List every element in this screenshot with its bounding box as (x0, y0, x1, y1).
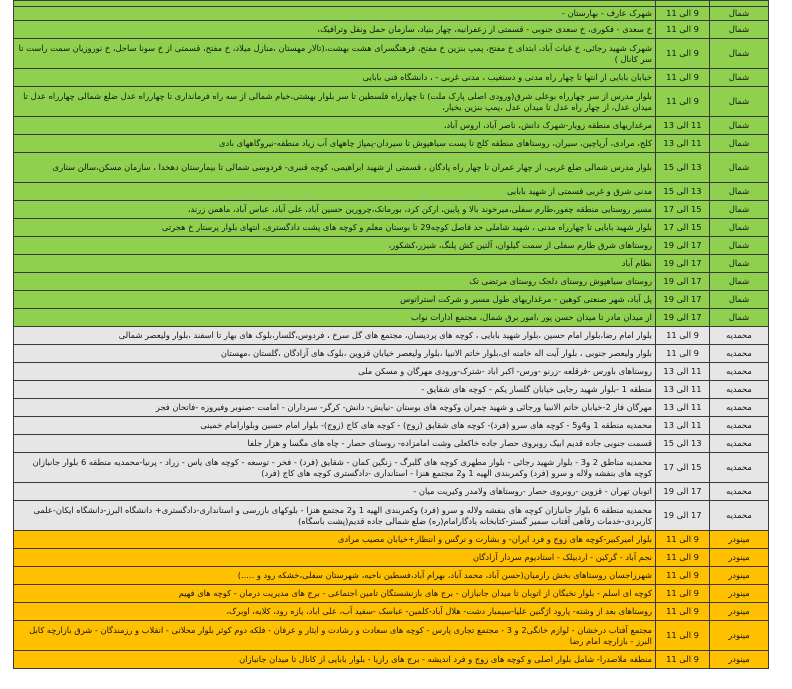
time-cell: 11 الی 13 (656, 381, 710, 399)
area-cell: مرغداریهای منطقه زویار-شهرک دانش، ناصر آباد، اروس آباد، (14, 117, 656, 135)
table-row (14, 453, 769, 483)
time-cell: 11 الی 13 (656, 399, 710, 417)
table-row (14, 483, 769, 501)
table-row (14, 153, 769, 183)
region-cell: محمدیه (710, 345, 769, 363)
time-cell: 9 الی 11 (656, 531, 710, 549)
time-cell: 15 الی 17 (656, 201, 710, 219)
area-cell: کوچه ای اسلم - بلوار نخبگان از اتوبان تا میدان جانبازان - برج های بازنشستگان تامین اجتماعی - برج های مدیریت درمان - کوچه های فهیم (14, 585, 656, 603)
time-cell: 9 الی 11 (656, 603, 710, 621)
time-cell: 17 الی 19 (656, 483, 710, 501)
region-cell: محمدیه (710, 381, 769, 399)
region-cell: شمال (710, 255, 769, 273)
time-cell: 11 الی 13 (656, 117, 710, 135)
area-cell: خ سعدی - فکوری، خ سعدی جنوبی - قسمتی از زعفرانیه، چهار بنیاد، سازمان حمل ونقل وترافیک، (14, 21, 656, 39)
area-cell: شهرزاجسان روستاهای بخش رازمیان(حسن آباد، محمد آباد، بهرام آباد،فسطین ناحیه، شهرستان سفلی،خشکه رود و .....) (14, 567, 656, 585)
table-row (14, 7, 769, 21)
region-cell: محمدیه (710, 399, 769, 417)
area-cell: مسیر روستایی منطقه چفور،طارم سفلی،میرخوند بالا و پایین، ارکن کرد، بورمانک،چرورین حسین آباد، علی آباد، عباس آباد، ماهمن زرند، (14, 201, 656, 219)
area-cell: نظام آباد (14, 255, 656, 273)
area-cell: بلوار امیرکبیر-کوچه های زوج و فرد ایران- و بشارت و نرگس و انتظار+خیابان مصیب مرادی (14, 531, 656, 549)
area-cell: خیابان بابایی از انتها تا چهار راه مدنی و دستغیب ، مدنی غربی - ، دانشگاه فنی بابایی (14, 69, 656, 87)
table-row (14, 501, 769, 531)
time-cell: 17 الی 19 (656, 273, 710, 291)
time-cell: 9 الی 11 (656, 87, 710, 117)
time-cell: 9 الی 11 (656, 585, 710, 603)
table-row (14, 381, 769, 399)
area-cell: بلوار مدرس شمالی ضلع غربی، از چهار عمران تا چهار راه پادگان ، قسمتی از شهید ابراهیمی، کوچه قنبری- فردوسی شمالی تا بیمارستان دهخدا ، سازمان مسکن،سالن ستاری (14, 153, 656, 183)
region-cell: مینودر (710, 531, 769, 549)
area-cell: مهرگان فاز 2-خیابان خاتم الانبیا ورجائی و شهید چمران وکوچه های بوستان -نیایش- دانش- کرگر- سرداران - امامت -صنوبر وفیروزه -فاتحان فجر (14, 399, 656, 417)
table-row (14, 621, 769, 651)
area-cell: بلوار امام رضا،بلوار امام حسین ،بلوار شهید بابایی ، کوچه های پردیسان، مجتمع های گل سرخ ، فردوس،گلسار،بلوک های بهار تا اسفند ،بلوار ولیعصر شمالی (14, 327, 656, 345)
table-row (14, 417, 769, 435)
region-cell: شمال (710, 273, 769, 291)
area-cell: مجتمع آفتاب درخشان - لوازم خانگی2 و 3 - مجتمع تجاری پارس - کوچه های سعادت و رشادت و ایثار و عرفان - فلکه دوم کوثر بلوار محلاتی - انقلاب و رزمندگان - شرق بازارچه کابل البرز - بازارچه امام رضا (14, 621, 656, 651)
region-cell: شمال (710, 21, 769, 39)
table-row (14, 363, 769, 381)
area-cell: محمدیه مناطق 2 و3 - بلوار شهید رجائی - بلوار مطهری کوچه های گلبرگ - زنگین کمان - شقایق (فرد) - فخر - توسعه - کوچه های یاس - زراد - پرنیا-محمدیه منطقه 6 بلوار جانبازان کوچه های بنفشه ولاله و سرو (فرد) وکمربندی الهیه 1 و2 مجتمع هنزا - استانداری -دادگستری کوچه های کاج (فرد) (14, 453, 656, 483)
region-cell: محمدیه (710, 327, 769, 345)
time-cell: 11 الی 13 (656, 417, 710, 435)
area-cell: اتوبان تهران - قزوین -روبروی حصار -روستاهای ولامدر وکیریت میان - (14, 483, 656, 501)
region-cell: محمدیه (710, 501, 769, 531)
table-row (14, 399, 769, 417)
table-row (14, 39, 769, 69)
region-cell: شمال (710, 135, 769, 153)
region-cell: مینودر (710, 621, 769, 651)
time-cell: 9 الی 11 (656, 345, 710, 363)
area-cell: نجم آباد - گرکین - اردبیلک - استادیوم سردار آزادگان (14, 549, 656, 567)
area-cell: بلوار ولیعصر جنوبی ، بلوار آیت اله خامنه ای،بلوار خاتم الانبیا ،بلوار ولیعصر خیابان قزوین ،بلوک های آزادگان ،گلستان ،مهستان (14, 345, 656, 363)
table-row (14, 651, 769, 669)
table-row (14, 549, 769, 567)
table-row (14, 585, 769, 603)
region-cell: شمال (710, 39, 769, 69)
region-cell: شمال (710, 153, 769, 183)
time-cell: 9 الی 11 (656, 567, 710, 585)
region-cell: شمال (710, 69, 769, 87)
time-cell: 9 الی 11 (656, 69, 710, 87)
time-cell: 17 الی 19 (656, 309, 710, 327)
area-cell: منطقه ملاصدرا- شامل بلوار اصلی و کوچه های زوج و فرد اندیشه - برج های رازیا - بلوار بابایی از کانال تا میدان جانبازان (14, 651, 656, 669)
area-cell: کلج، مرادی، آرپاچین، سیران، روستاهای منطقه کلج تا پست سیاهپوش تا سیردان-پمپاژ چاههای آب زیاد منطقه-نیروگاههای بادی (14, 135, 656, 153)
area-cell: مدنی شرق و غربی قسمتی از شهید بابایی (14, 183, 656, 201)
table-row (14, 87, 769, 117)
area-cell: محمدیه منطقه 1 و4و5 - کوچه های سرو (فرد)- کوچه های شقایق (زوج) - کوچه های کاج (زوج)- بلوار امام حسین وبلوارامام خمینی (14, 417, 656, 435)
time-cell: 15 الی 17 (656, 453, 710, 483)
table-row (14, 309, 769, 327)
time-cell: 13 الی 15 (656, 153, 710, 183)
time-cell: 9 الی 11 (656, 549, 710, 567)
region-cell: محمدیه (710, 483, 769, 501)
area-cell: بلوار شهید بابایی تا چهارراه مدنی ، شهید شاملی حد فاصل کوچه29 تا بوستان معلم و کوچه های پشت دادگستری، انتهای بلوار پرستار خ هجرتی (14, 219, 656, 237)
area-cell: روستاهای باورس -فرقلعه -زرنو -ورس- اکبر اباد -شترک-ورودی مهرگان و مسکن ملی (14, 363, 656, 381)
table-row (14, 183, 769, 201)
time-cell: 9 الی 11 (656, 39, 710, 69)
time-cell: 17 الی 19 (656, 291, 710, 309)
area-cell: پل آباد، شهر صنعتی کوهین - مرغداریهای طول مسیر و شرکت استراتوس (14, 291, 656, 309)
region-cell: شمال (710, 219, 769, 237)
table-row (14, 201, 769, 219)
region-cell: مینودر (710, 549, 769, 567)
table-row (14, 435, 769, 453)
region-cell: مینودر (710, 567, 769, 585)
time-cell: 17 الی 19 (656, 501, 710, 531)
region-cell: محمدیه (710, 435, 769, 453)
region-cell: محمدیه (710, 417, 769, 435)
region-cell: مینودر (710, 585, 769, 603)
table-row (14, 567, 769, 585)
table-row (14, 273, 769, 291)
region-cell: شمال (710, 237, 769, 255)
time-cell: 9 الی 11 (656, 21, 710, 39)
region-cell: محمدیه (710, 453, 769, 483)
region-cell: شمال (710, 117, 769, 135)
time-cell: 11 الی 13 (656, 135, 710, 153)
area-cell: محمدیه منطقه 6 بلوار جانبازان کوچه های بنفشه ولاله و سرو (فرد) وکمربندی الهیه 1 و2 مجتمع هنزا - بلوکهای بازرسی و استانداری-دادگستری+ دانشگاه البرز-دانشگاه ایکان-علمی کاربردی-خدمات رفاهی آفتاب سمیر گستر-کتابخانه یادگارامام(ره) ضلع شمالی جاده قدیم(پشت باسگاه) (14, 501, 656, 531)
time-cell: 17 الی 19 (656, 255, 710, 273)
area-cell: روستای سیاهپوش روستای دلجک روستای مرتضی تک (14, 273, 656, 291)
area-cell: روستاهای بعد از وشته- پارود اژگنین علیا-سیمبار دشت- هلال آباد-کلمین- عباسک -سفید آب، علی اباد، یازه رود، کلایه، اوبرک، (14, 603, 656, 621)
time-cell: 11 الی 13 (656, 363, 710, 381)
area-cell: شهرک عارف - بهارستان - (14, 7, 656, 21)
table-row (14, 21, 769, 39)
time-cell: 13 الی 15 (656, 435, 710, 453)
table-row (14, 219, 769, 237)
area-cell: قسمت جنوبی جاده قدیم ابیک روبروی حصار جاده خاکعلی وشت امامزاده- روستای حصار - چاه های مگسا و هزار جلفا (14, 435, 656, 453)
region-cell: شمال (710, 201, 769, 219)
table-row (14, 603, 769, 621)
outage-schedule-table (13, 0, 769, 669)
table-row (14, 327, 769, 345)
table-row (14, 531, 769, 549)
table-row (14, 255, 769, 273)
time-cell: 9 الی 11 (656, 327, 710, 345)
area-cell: روستاهای شرق طارم سفلی از سمت گیلوان، آلتین کش پلنگ، شیزر،کشکور، (14, 237, 656, 255)
region-cell: شمال (710, 7, 769, 21)
time-cell: 9 الی 11 (656, 651, 710, 669)
region-cell: شمال (710, 291, 769, 309)
area-cell: شهرک شهید رجائی، خ غیاث آباد، ابتدای خ مفتح، پمپ بنزین خ مفتح، فرهنگسرای هشت بهشت،(تالار مهستان ،منازل میلاد، خ مفتح، قسمتی از خ سونا ساحل، خ نوروزیان سمت راست تا سر کانال ) (14, 39, 656, 69)
time-cell: 13 الی 15 (656, 183, 710, 201)
table-row (14, 135, 769, 153)
time-cell: 17 الی 19 (656, 237, 710, 255)
region-cell: مینودر (710, 651, 769, 669)
area-cell: از میدان مادر تا میدان حسن پور ،امور برق شمال، مجتمع ادارات نواب (14, 309, 656, 327)
region-cell: مینودر (710, 603, 769, 621)
table-row (14, 237, 769, 255)
area-cell: منطقه 1 -بلوار شهید رجایی خیابان گلسار یکم - کوچه های شقایق - (14, 381, 656, 399)
time-cell: 9 الی 11 (656, 621, 710, 651)
table-row (14, 69, 769, 87)
time-cell: 15 الی 17 (656, 219, 710, 237)
region-cell: محمدیه (710, 363, 769, 381)
table-row (14, 345, 769, 363)
table-row (14, 117, 769, 135)
time-cell: 9 الی 11 (656, 7, 710, 21)
area-cell: بلوار مدرس از سر چهارراه بوعلی شرق(ورودی اصلی پارک ملت) تا چهارراه فلسطین تا سر بلوار بهشتی،خیام شمالی از سه راه فرمانداری تا چهارراه عدل ضلع شمالی چهارراه عدل تا میدان عدل، از چهار راه عدل تا میدان عدل ،پمپ بنزین بخیار، (14, 87, 656, 117)
region-cell: شمال (710, 183, 769, 201)
region-cell: شمال (710, 309, 769, 327)
region-cell: شمال (710, 87, 769, 117)
table-row (14, 291, 769, 309)
